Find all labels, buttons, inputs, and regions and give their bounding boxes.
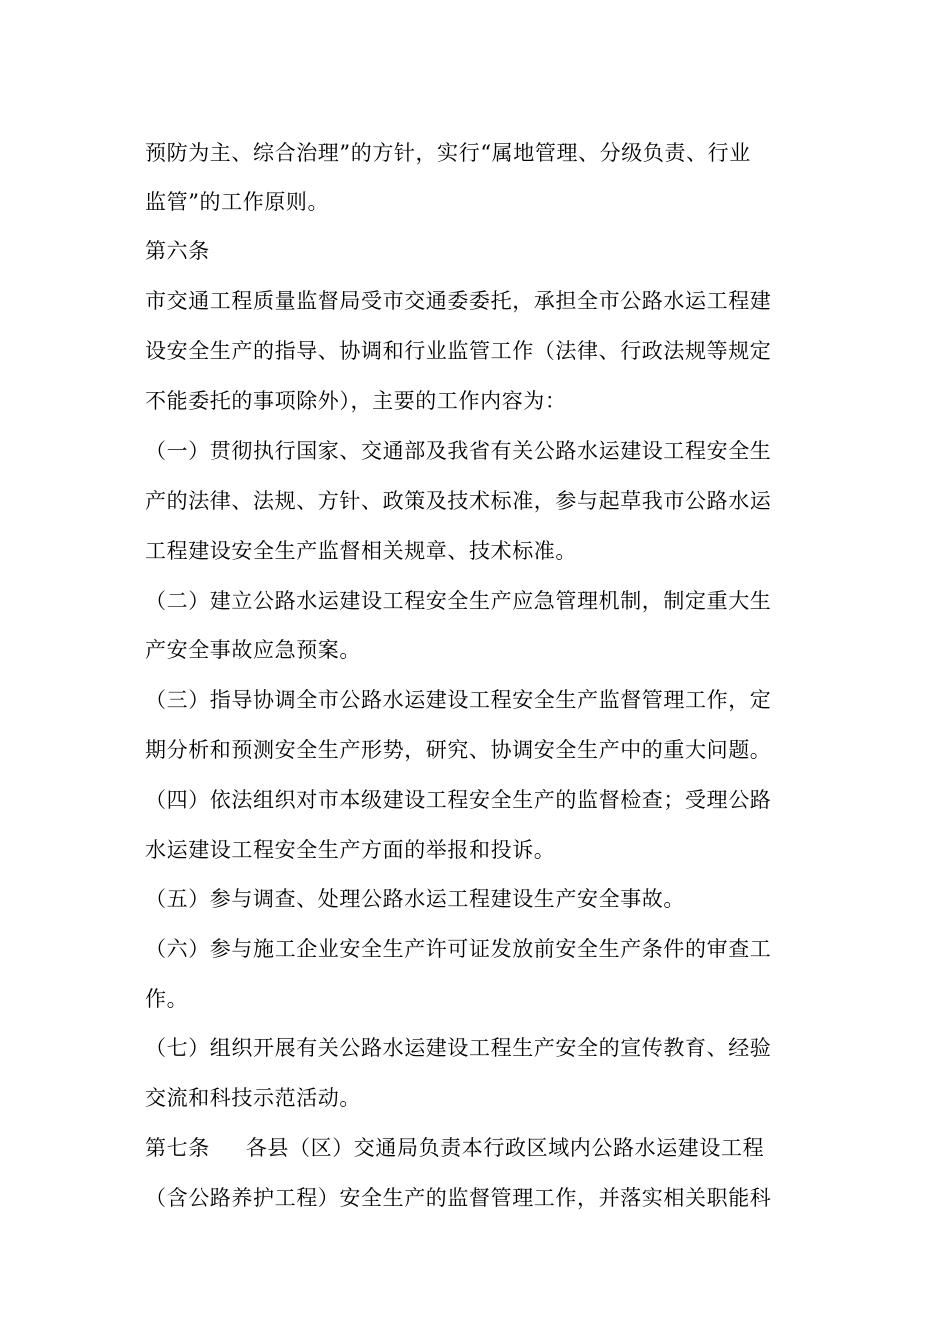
text-line: （一）贯彻执行国家、交通部及我省有关公路水运建设工程安全生 xyxy=(145,439,772,463)
text-line: 工程建设安全生产监督相关规章、技术标准。 xyxy=(145,539,577,563)
text-line: 产的法律、法规、方针、政策及技术标准，参与起草我市公路水运 xyxy=(145,489,772,513)
text-line: 不能委托的事项除外），主要的工作内容为： xyxy=(145,389,567,413)
text-line: 市交通工程质量监督局受市交通委委托，承担全市公路水运工程建 xyxy=(145,289,772,313)
text-line: （二）建立公路水运建设工程安全生产应急管理机制，制定重大生 xyxy=(145,589,772,613)
text-line: 作。 xyxy=(145,987,189,1011)
text-line: 监管”的工作原则。 xyxy=(145,190,330,214)
text-line: （含公路养护工程）安全生产的监督管理工作，并落实相关职能科 xyxy=(145,1186,772,1210)
text-line: （六）参与施工企业安全生产许可证发放前安全生产条件的审查工 xyxy=(145,937,772,961)
text-line: 水运建设工程安全生产方面的举报和投诉。 xyxy=(145,838,556,862)
text-line: （三）指导协调全市公路水运建设工程安全生产监督管理工作，定 xyxy=(145,688,772,712)
text-line: （五）参与调查、处理公路水运工程建设生产安全事故。 xyxy=(145,887,685,911)
article-heading: 第七条 xyxy=(145,1136,210,1160)
text-line: 期分析和预测安全生产形势，研究、协调安全生产中的重大问题。 xyxy=(145,738,772,762)
text-line: 交流和科技示范活动。 xyxy=(145,1086,361,1110)
article7-text: 各县（区）交通局负责本行政区域内公路水运建设工程 xyxy=(245,1136,765,1160)
text-line: （七）组织开展有关公路水运建设工程生产安全的宣传教育、经验 xyxy=(145,1036,772,1060)
article-heading: 第六条 xyxy=(145,239,210,263)
text-line: 设安全生产的指导、协调和行业监管工作（法律、行政法规等规定 xyxy=(145,339,772,363)
text-line: （四）依法组织对市本级建设工程安全生产的监督检查；受理公路 xyxy=(145,788,772,812)
article7-first-line xyxy=(145,1134,764,1162)
text-line: 产安全事故应急预案。 xyxy=(145,638,361,662)
text-line: 预防为主、综合治理”的方针，实行“属地管理、分级负责、行业 xyxy=(145,141,751,165)
